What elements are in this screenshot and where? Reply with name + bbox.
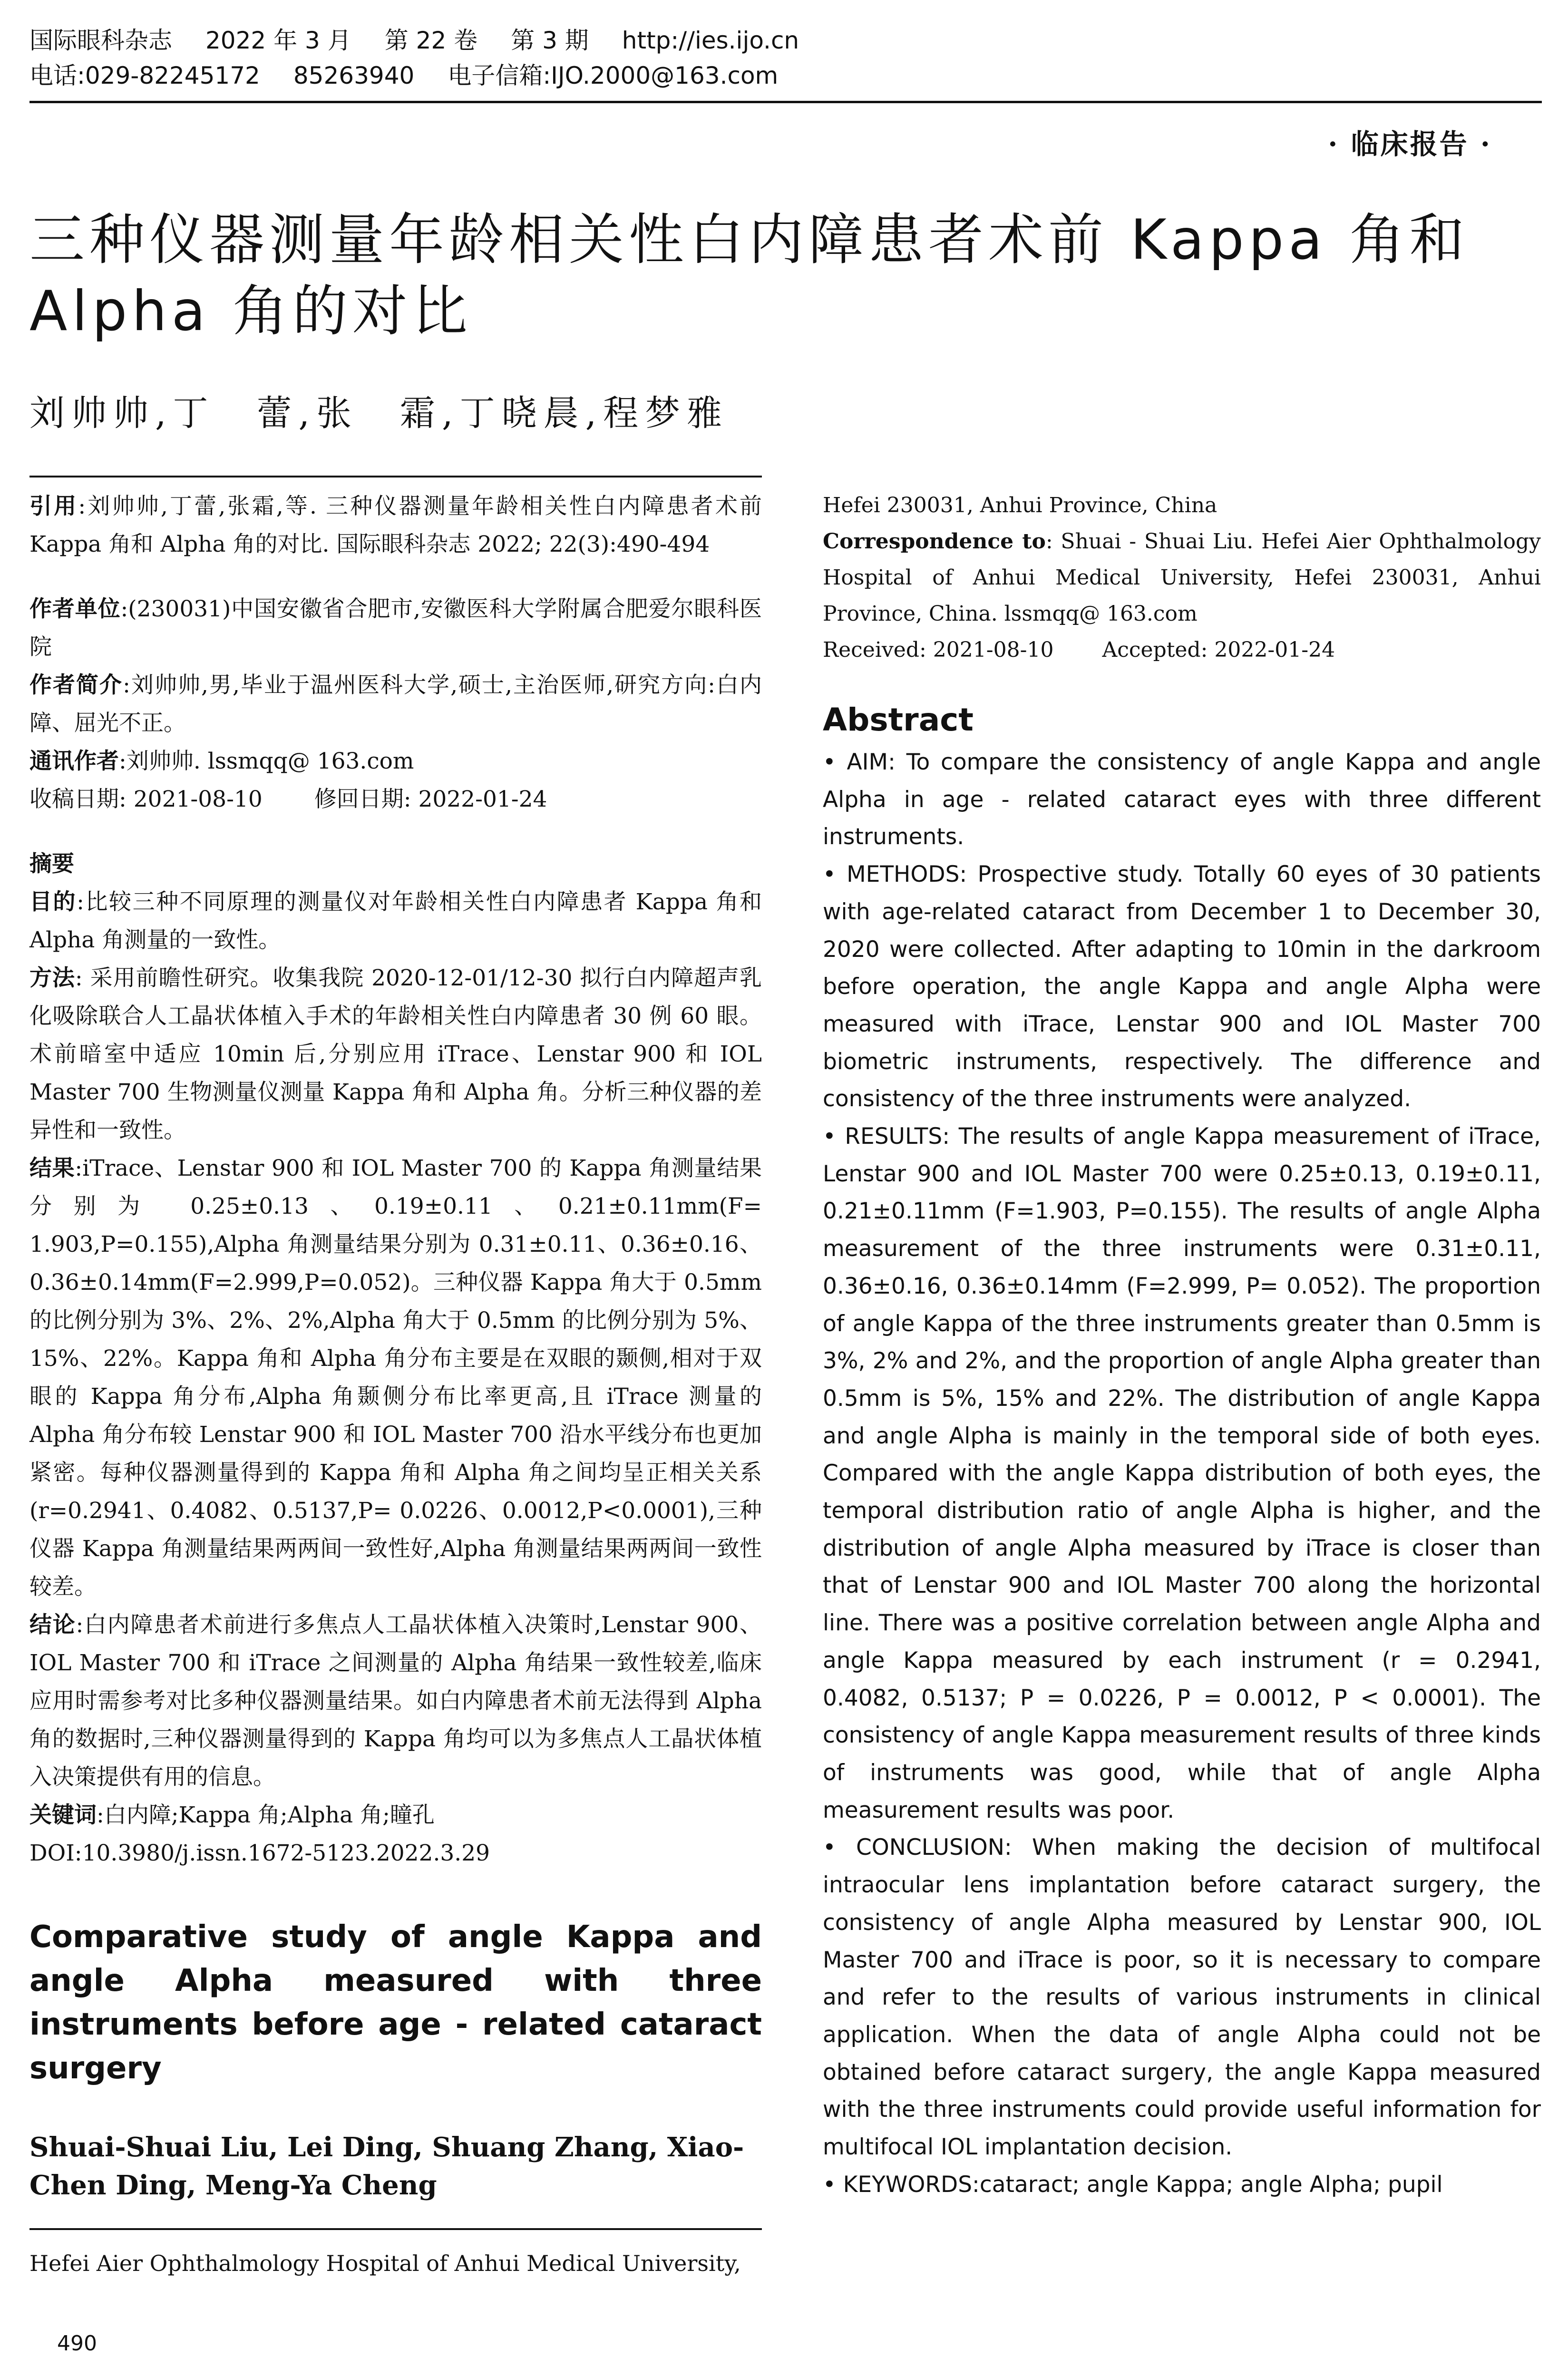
correspondence-text: : Shuai - Shuai Liu. Hefei Aier Ophthalmology Hospital of Anhui Medical University, Hefei 230031, Anhui Province, China. lssmqq@ 163.com (823, 529, 1541, 626)
conclusion-zh (29, 1606, 762, 1796)
results-en (823, 1118, 1541, 1829)
article-title: 三种仪器测量年龄相关性白内障患者术前 Kappa 角和 Alpha 角的对比 (29, 208, 1470, 343)
methods-en (823, 856, 1541, 1118)
methods-label-en: • METHODS (823, 861, 960, 888)
keywords-label-zh: 关键词 (29, 1802, 97, 1828)
phone: 电话:029-82245172 (29, 62, 260, 89)
journal-name: 国际眼科杂志 (29, 27, 172, 54)
keywords-text-zh: :白内障;Kappa 角;Alpha 角;瞳孔 (97, 1802, 435, 1828)
methods-text-zh: : 采用前瞻性研究。收集我院 2020-12-01/12-30 拟行白内障超声乳化吸除联合人工晶状体植入手术的年龄相关性白内障患者 30 例 60 眼。术前暗室中适应 10min 后,分别应用 iTrace、Lenstar 900 和 IOL Master 700 生物测量仪测量 Kappa 角和 Alpha 角。分析三种仪器的差异性和一致性。 (29, 965, 762, 1143)
conclusion-text-zh: :白内障患者术前进行多焦点人工晶状体植入决策时,Lenstar 900、IOL Master 700 和 iTrace 之间测量的 Alpha 角结果一致性较差,临床应用时需参考对比多种仪器测量结果。如白内障患者术前无法得到 Alpha 角的数据时,三种仪器测量得到的 Kappa 角均可以为多焦点人工晶状体植入决策提供有用的信息。 (29, 1612, 762, 1790)
corresponding-text: :刘帅帅. lssmqq@ 163.com (119, 748, 414, 774)
aim-label-zh: 目的 (29, 889, 77, 915)
english-affiliation-cont: Hefei 230031, Anhui Province, China (823, 493, 1217, 517)
phone-2: 85263940 (293, 62, 415, 89)
conclusion-en (823, 1829, 1541, 2166)
author-list-zh: 刘帅帅,丁 蕾,张 霜,丁晓晨,程梦雅 (29, 393, 729, 434)
page-number: 490 (57, 2331, 97, 2356)
english-article-info (823, 487, 1541, 668)
keywords-zh (29, 1796, 762, 1834)
aim-text-zh: :比较三种不同原理的测量仪对年龄相关性白内障患者 Kappa 角和 Alpha 角测量的一致性。 (29, 889, 762, 953)
english-affiliation: Hefei Aier Ophthalmology Hospital of Anhui Medical University, (29, 2250, 741, 2276)
author-bio (29, 666, 762, 742)
left-column (29, 487, 762, 2282)
correspondence (823, 524, 1541, 632)
results-label-en: • RESULTS (823, 1123, 943, 1150)
methods-zh (29, 959, 762, 1150)
right-column (823, 487, 1541, 2203)
citation (29, 487, 762, 564)
corresponding-author (29, 742, 762, 780)
header-line-2 (29, 58, 1542, 93)
english-abstract (823, 744, 1541, 2203)
keywords-text-en: :cataract; angle Kappa; angle Alpha; pupil (972, 2171, 1443, 2198)
corresponding-label: 通讯作者 (29, 748, 119, 774)
received-accepted: Received: 2021-08-10 Accepted: 2022-01-24 (823, 638, 1335, 662)
aim-label-en: • AIM (823, 749, 888, 775)
abstract-heading: Abstract (823, 701, 974, 738)
author-bio-label: 作者简介 (29, 672, 123, 698)
journal-url[interactable]: http://ies.ijo.cn (622, 27, 799, 54)
section-tag: · 临床报告 · (1328, 128, 1492, 160)
running-header (29, 23, 1542, 93)
results-text-zh: :iTrace、Lenstar 900 和 IOL Master 700 的 Kappa 角测量结果分别为 0.25±0.13、0.19±0.11、0.21±0.11mm(F= 1.903,P=0.155),Alpha 角测量结果分别为 0.31±0.11、0.36±0.16、0.36±0.14mm(F=2.999,P=0.052)。三种仪器 Kappa 角大于 0.5mm 的比例分别为 3%、2%、2%,Alpha 角大于 0.5mm 的比例分别为 5%、15%、22%。Kappa 角和 Alpha 角分布主要是在双眼的颞侧,相对于双眼的 Kappa 角分布,Alpha 角颞侧分布比率更高,且 iTrace 测量的 Alpha 角分布较 Lenstar 900 和 IOL Master 700 沿水平线分布也更加紧密。每种仪器测量得到的 Kappa 角和 Alpha 角之间均呈正相关关系(r=0.2941、0.4082、0.5137,P= 0.0226、0.0012,P<0.0001),三种仪器 Kappa 角测量结果两两间一致性好,Alpha 角测量结果两两间一致性较差。 (29, 1155, 762, 1600)
affiliation-text: :(230031)中国安徽省合肥市,安徽医科大学附属合肥爱尔眼科医院 (29, 596, 762, 660)
conclusion-label-zh: 结论 (29, 1612, 76, 1638)
conclusion-text-en: : When making the decision of multifocal intraocular lens implantation before cataract surgery, the consistency of angle Alpha measured by Lenstar 900, IOL Master 700 and iTrace is poor, so it is necessary to compare and refer to the results of various instruments in clinical application. When the data of angle Alpha could not be obtained before cataract surgery, the angle Kappa measured with the three instruments could provide useful information for multifocal IOL implantation decision. (823, 1834, 1541, 2161)
affiliation (29, 590, 762, 666)
author-rule (29, 476, 762, 477)
volume: 第 22 卷 (384, 27, 478, 54)
doi[interactable]: DOI:10.3980/j.issn.1672-5123.2022.3.29 (29, 1840, 490, 1866)
aim-zh (29, 883, 762, 959)
conclusion-label-en: • CONCLUSION (823, 1834, 1004, 1861)
abstract-title-zh: 摘要 (29, 851, 74, 877)
keywords-en (823, 2166, 1541, 2204)
keywords-label-en: • KEYWORDS (823, 2171, 973, 2198)
journal-email[interactable]: 电子信箱:IJO.2000@163.com (448, 62, 779, 89)
header-rule (29, 101, 1542, 103)
issue-date: 2022 年 3 月 (205, 27, 351, 54)
dates-zh: 收稿日期: 2021-08-10 修回日期: 2022-01-24 (29, 786, 547, 812)
aim-en (823, 744, 1541, 856)
citation-label: 引用 (29, 493, 78, 519)
results-text-en: : The results of angle Kappa measurement of iTrace, Lenstar 900 and IOL Master 700 were 0.25±0.13, 0.19±0.11, 0.21±0.11mm (F=1.903, P=0.155). The results of angle Alpha measurement of the three instruments were 0.31±0.11, 0.36±0.16, 0.36±0.14mm (F=2.999, P= 0.052). The proportion of angle Kappa of the three instruments greater than 0.5mm is 3%, 2% and 2%, and the proportion of angle Alpha greater than 0.5mm is 5%, 15% and 22%. The distribution of angle Kappa and angle Alpha is mainly in the temporal side of both eyes. Compared with the angle Kappa distribution of both eyes, the temporal distribution ratio of angle Alpha is higher, and the distribution of angle Alpha measured by iTrace is closer than that of Lenstar 900 and IOL Master 700 along the horizontal line. There was a positive correlation between angle Alpha and angle Kappa measured by each instrument (r = 0.2941, 0.4082, 0.5137; P = 0.0226, P = 0.0012, P < 0.0001). The consistency of angle Kappa measurement results of three kinds of instruments was good, while that of angle Alpha measurement results was poor. (823, 1123, 1541, 1823)
english-author-list: Shuai-Shuai Liu, Lei Ding, Shuang Zhang, Xiao-Chen Ding, Meng-Ya Cheng (29, 2132, 744, 2201)
english-title: Comparative study of angle Kappa and angle Alpha measured with three instruments before age - related cataract surgery (29, 1919, 762, 2086)
author-bio-text: :刘帅帅,男,毕业于温州医科大学,硕士,主治医师,研究方向:白内障、屈光不正。 (29, 672, 762, 736)
correspondence-label: Correspondence to (823, 529, 1046, 554)
citation-text: :刘帅帅,丁蕾,张霜,等. 三种仪器测量年龄相关性白内障患者术前 Kappa 角和 Alpha 角的对比. 国际眼科杂志 2022; 22(3):490-494 (29, 493, 762, 557)
methods-label-zh: 方法 (29, 965, 75, 991)
issue: 第 3 期 (511, 27, 589, 54)
results-label-zh: 结果 (29, 1155, 75, 1181)
affiliation-label: 作者单位 (29, 596, 121, 622)
methods-text-en: : Prospective study. Totally 60 eyes of 30 patients with age-related cataract from December 1 to December 30, 2020 were collected. After adapting to 10min in the darkroom before operation, the angle Kappa and angle Alpha were measured with iTrace, Lenstar 900 and IOL Master 700 biometric instruments, respectively. The difference and consistency of the three instruments were analyzed. (823, 861, 1541, 1112)
header-line-1 (29, 23, 1542, 58)
aim-text-en: : To compare the consistency of angle Kappa and angle Alpha in age - related cataract eyes with three different instruments. (823, 749, 1541, 850)
article-info-zh (29, 487, 762, 1872)
english-author-rule (29, 2228, 762, 2230)
results-zh (29, 1150, 762, 1606)
